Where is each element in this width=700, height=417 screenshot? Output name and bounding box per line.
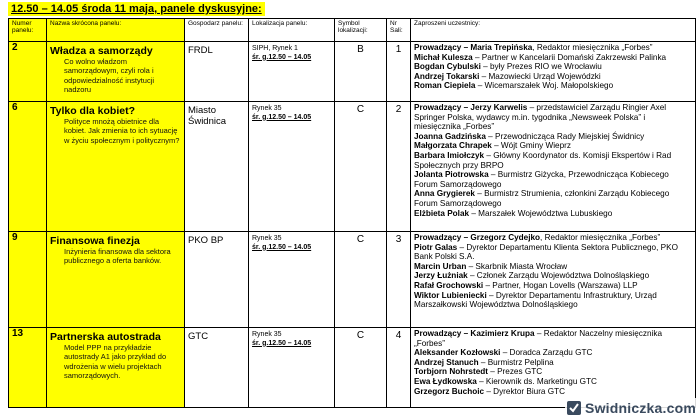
invited-role: – Partner, Hogan Lovells (Warszawa) LLP bbox=[483, 280, 638, 290]
panel-time: śr. g.12.50 – 14.05 bbox=[252, 113, 312, 121]
panel-time: śr. g.12.50 – 14.05 bbox=[252, 53, 312, 61]
invited-name: Rafał Grochowski bbox=[414, 280, 484, 290]
panel-location-cell bbox=[249, 102, 335, 232]
invited-entry bbox=[414, 358, 693, 368]
invited-role: – Marszałek Województwa Lubuskiego bbox=[469, 208, 613, 218]
invited-entry bbox=[414, 72, 693, 82]
invited-entry bbox=[414, 151, 693, 170]
invited-entry bbox=[414, 103, 693, 132]
panel-symbol: C bbox=[335, 232, 387, 328]
invited-name: Jolanta Piotrowska bbox=[414, 170, 489, 180]
invited-entry bbox=[414, 367, 693, 377]
panel-description: Inżynieria finansowa dla sektora publicznego a oferta banków. bbox=[64, 247, 171, 266]
invited-name: Grzegorz Buchoic bbox=[414, 386, 485, 396]
panel-description: Model PPP na przykładzie autostrady A1 jako przykład do wdrożenia w wielu projektach samorządowych. bbox=[64, 343, 167, 381]
panel-description: Polityce mnożą obietnice dla kobiet. Jak zmienia to ich sytuację w życiu społecznym i politycznym? bbox=[64, 117, 180, 145]
panel-host: PKO BP bbox=[185, 232, 249, 328]
panel-invited-cell bbox=[411, 232, 696, 328]
col-header-symbol: Symbol lokalizacji: bbox=[335, 19, 387, 42]
invited-role: – Dyrektor Departamentu Klienta Sektora Publicznego, PKO Bank Polski S.A. bbox=[414, 242, 678, 262]
invited-entry bbox=[414, 132, 693, 142]
invited-role: – Przewodnicząca Rady Miejskiej Świdnicy bbox=[485, 131, 645, 141]
invited-entry bbox=[414, 387, 693, 397]
panel-location-cell bbox=[249, 232, 335, 328]
invited-entry bbox=[414, 141, 693, 151]
invited-name: Elżbieta Polak bbox=[414, 208, 470, 218]
invited-name: Andrzej Stanuch bbox=[414, 357, 479, 367]
invited-entry bbox=[414, 243, 693, 262]
invited-role: – Redaktor Naczelny miesięcznika „Forbes” bbox=[414, 329, 663, 348]
panel-number: 9 bbox=[9, 232, 47, 328]
panel-location: Rynek 35 bbox=[252, 105, 282, 112]
panel-room: 3 bbox=[387, 232, 411, 328]
panel-host: Miasto Świdnica bbox=[185, 102, 249, 232]
table-header-row bbox=[9, 19, 696, 42]
invited-entry bbox=[414, 329, 693, 348]
invited-name: Roman Ciepiela bbox=[414, 81, 476, 91]
panel-symbol: B bbox=[335, 42, 387, 102]
invited-entry bbox=[414, 271, 693, 281]
invited-entry bbox=[414, 43, 693, 53]
panel-location: SIPH, Rynek 1 bbox=[252, 45, 298, 52]
invited-entry bbox=[414, 233, 693, 243]
table-row bbox=[9, 232, 696, 328]
panel-room: 2 bbox=[387, 102, 411, 232]
col-header-number: Numer panelu: bbox=[9, 19, 47, 42]
invited-name: Wiktor Lubieniecki bbox=[414, 290, 487, 300]
panel-title: Finansowa finezja bbox=[50, 235, 140, 247]
invited-name: Andrzej Tokarski bbox=[414, 71, 480, 81]
panel-symbol: C bbox=[335, 328, 387, 408]
panel-name-cell bbox=[47, 328, 185, 408]
invited-role: – Dyrektor Biura GTC bbox=[484, 386, 566, 396]
invited-entry bbox=[414, 262, 693, 272]
swidniczka-logo-icon bbox=[567, 401, 581, 415]
invited-role: – Wójt Gminy Wieprz bbox=[491, 141, 571, 151]
invited-entry bbox=[414, 62, 693, 72]
invited-name: Prowadzący – Grzegorz Cydejko bbox=[414, 233, 541, 242]
panel-location-cell bbox=[249, 328, 335, 408]
invited-role: – przedstawiciel Zarządu Ringier Axel Springer Polska, wydawcy m.in. tygodnika „Newsweek Polska” i miesięcznika „Forbes” bbox=[414, 103, 667, 132]
panel-title: Władza a samorządy bbox=[50, 45, 153, 57]
invited-role: – były Prezes RIO we Wrocławiu bbox=[480, 62, 602, 72]
panel-host: FRDL bbox=[185, 42, 249, 102]
table-row bbox=[9, 328, 696, 408]
invited-name: Prowadzący – Maria Trepińska bbox=[414, 43, 533, 52]
panel-description: Co wolno władzom samorządowym, czyli rola i odpowiedzialność instytucji nadzoru bbox=[64, 57, 155, 95]
panel-symbol: C bbox=[335, 102, 387, 232]
invited-name: Jerzy Łużniak bbox=[414, 271, 468, 281]
invited-name: Michał Kulesza bbox=[414, 52, 473, 62]
panel-location: Rynek 35 bbox=[252, 331, 282, 338]
panels-table bbox=[8, 18, 696, 408]
invited-entry bbox=[414, 189, 693, 208]
invited-role: – Burmistrz Giżycka, Przewodnicząca Kobiecego Forum Samorządowego bbox=[414, 170, 669, 189]
invited-name: Barbara Imiołczyk bbox=[414, 150, 485, 160]
invited-entry bbox=[414, 281, 693, 291]
panel-invited-cell bbox=[411, 42, 696, 102]
invited-role: – Członek Zarządu Województwa Dolnośląskiego bbox=[467, 271, 650, 281]
col-header-location: Lokalizacja panelu: bbox=[249, 19, 335, 42]
invited-name: Anna Grygierek bbox=[414, 189, 475, 199]
panel-time: śr. g.12.50 – 14.05 bbox=[252, 339, 312, 347]
invited-role: – Burmistrz Strumienia, członkini Zarządu Kobiecego Forum Samorządowego bbox=[414, 189, 670, 208]
invited-role: , Redaktor miesięcznika „Forbes” bbox=[540, 233, 661, 242]
invited-role: – Mazowiecki Urząd Wojewódzki bbox=[479, 71, 601, 81]
invited-entry bbox=[414, 348, 693, 358]
panel-name-cell bbox=[47, 102, 185, 232]
panel-title: Partnerska autostrada bbox=[50, 331, 161, 343]
invited-name: Piotr Galas bbox=[414, 242, 458, 252]
panel-number: 2 bbox=[9, 42, 47, 102]
invited-role: – Burmistrz Pelplina bbox=[478, 357, 554, 367]
panel-title: Tylko dla kobiet? bbox=[50, 105, 135, 117]
panel-number: 13 bbox=[9, 328, 47, 408]
invited-name: Joanna Gadzińska bbox=[414, 131, 486, 141]
invited-role: – Partner w Kancelarii Domański Zakrzewski Palinka bbox=[472, 52, 667, 62]
invited-name: Prowadzący – Jerzy Karwelis bbox=[414, 103, 528, 112]
panel-number: 6 bbox=[9, 102, 47, 232]
invited-name: Małgorzata Chrapek bbox=[414, 141, 492, 151]
watermark bbox=[565, 398, 700, 417]
invited-name: Bogdan Cybulski bbox=[414, 62, 481, 72]
invited-role: – Doradca Zarządu GTC bbox=[500, 348, 593, 358]
panel-location: Rynek 35 bbox=[252, 235, 282, 242]
page-heading: 12.50 – 14.05 środa 11 maja, panele dyskusyjne: bbox=[8, 2, 265, 16]
table-row bbox=[9, 42, 696, 102]
col-header-name: Nazwa skrócona panelu: bbox=[47, 19, 185, 42]
panel-room: 1 bbox=[387, 42, 411, 102]
panel-invited-cell bbox=[411, 102, 696, 232]
table-row bbox=[9, 102, 696, 232]
watermark-text: Swidniczka.com bbox=[585, 400, 696, 416]
panel-invited-cell bbox=[411, 328, 696, 408]
invited-entry bbox=[414, 81, 693, 91]
panel-name-cell bbox=[47, 232, 185, 328]
invited-name: Ewa Łydkowska bbox=[414, 376, 477, 386]
invited-name: Aleksander Kozłowski bbox=[414, 348, 501, 358]
invited-role: – Wicemarszałek Woj. Małopolskiego bbox=[475, 81, 614, 91]
panel-host: GTC bbox=[185, 328, 249, 408]
panel-name-cell bbox=[47, 42, 185, 102]
invited-entry bbox=[414, 53, 693, 63]
invited-role: – Dyrektor Departamentu Infrastruktury, Urząd Marszałkowski Województwa Dolnośląskiego bbox=[414, 290, 657, 310]
invited-entry bbox=[414, 377, 693, 387]
invited-role: – Prezes GTC bbox=[487, 367, 543, 377]
panel-room: 4 bbox=[387, 328, 411, 408]
invited-name: Marcin Urban bbox=[414, 261, 467, 271]
invited-role: – Kierownik ds. Marketingu GTC bbox=[476, 376, 597, 386]
col-header-room: Nr Sali: bbox=[387, 19, 411, 42]
invited-role: , Redaktor miesięcznika „Forbes” bbox=[532, 43, 653, 52]
panel-location-cell bbox=[249, 42, 335, 102]
invited-name: Prowadzący – Kazimierz Krupa bbox=[414, 329, 535, 338]
invited-entry bbox=[414, 291, 693, 310]
col-header-host: Gospodarz panelu: bbox=[185, 19, 249, 42]
invited-role: – Skarbnik Miasta Wrocław bbox=[466, 261, 568, 271]
invited-name: Torbjorn Nohrstedt bbox=[414, 367, 488, 377]
invited-entry bbox=[414, 170, 693, 189]
col-header-invited: Zaproszeni uczestnicy: bbox=[411, 19, 696, 42]
invited-entry bbox=[414, 209, 693, 219]
invited-role: – Główny Koordynator ds. Komisji Ekspertów i Rad Społecznych przy BRPO bbox=[414, 150, 672, 170]
panel-time: śr. g.12.50 – 14.05 bbox=[252, 243, 312, 251]
